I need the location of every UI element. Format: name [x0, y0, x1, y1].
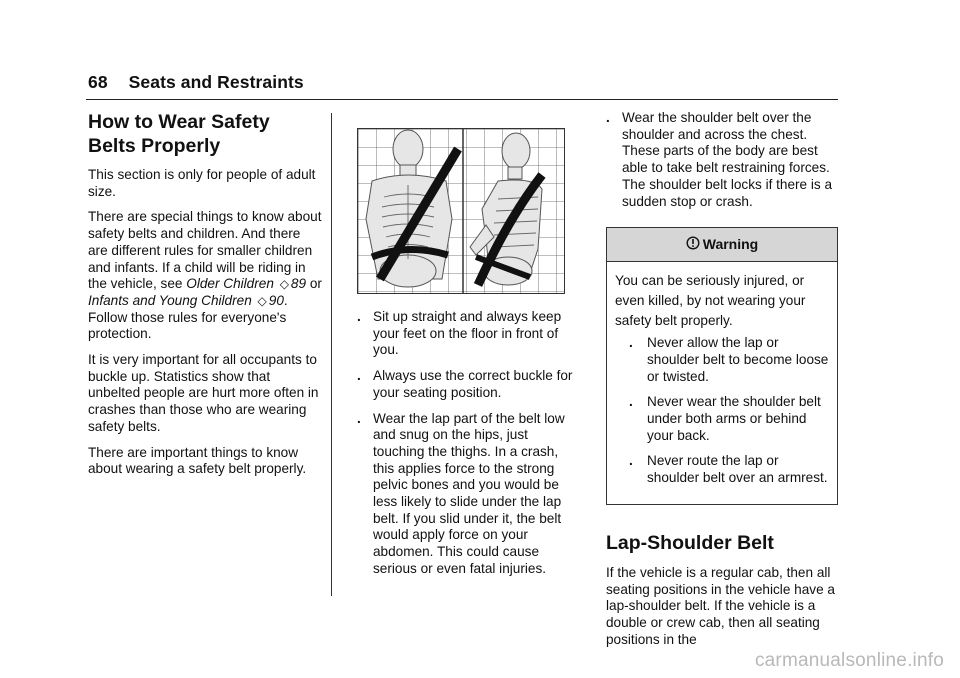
paragraph-adult-size: This section is only for people of adult size.: [88, 167, 316, 199]
column-middle: [357, 110, 579, 587]
paragraph-important-things: There are important things to know about wearing a safety belt properly.: [88, 444, 307, 477]
watermark: carmanualsonline.info: [754, 650, 944, 671]
warning-item: . Never allow the lap or shoulder belt to become loose or twisted.: [629, 335, 829, 384]
xref-icon: ◇: [257, 293, 267, 308]
bullet-mark: .: [629, 453, 633, 469]
paragraph-children: There are special things to know about safety belts and children. And there are different rules for smaller children and infants. If a child will be riding in the vehicle, see Older Children ◇ 89 or Infants and Young Children ◇ 90. Follow those rules for everyone's protection.: [88, 209, 322, 342]
bullet-mark: .: [606, 110, 610, 125]
link-older-children[interactable]: Older Children: [186, 276, 274, 292]
paragraph-buckle-up: It is very important for all occupants to buckle up. Statistics show that unbelted people are hurt more often in crashes than those who are wearing safety belts.: [88, 352, 319, 434]
page-ref-89[interactable]: 89: [290, 276, 307, 292]
bullet-mark: .: [357, 309, 361, 324]
warning-icon: [686, 229, 700, 262]
column-right: [606, 110, 838, 657]
section-title: Seats and Restraints: [128, 72, 304, 92]
warning-header: [607, 228, 837, 262]
bullet-sit-up: . Sit up straight and always keep your feet on the floor in front of you.: [357, 309, 562, 358]
paragraph-lap-shoulder: If the vehicle is a regular cab, then all seating positions in the vehicle have a lap-shoulder belt. If the vehicle is a double or crew cab, then all seating positions in the: [606, 564, 835, 647]
warning-body: [607, 262, 837, 504]
heading-safety-belts: How to Wear Safety Belts Properly: [88, 111, 270, 157]
page-ref-90[interactable]: 90: [268, 292, 284, 308]
warning-item: . Never wear the shoulder belt under both arms or behind your back.: [629, 394, 821, 443]
warning-box: [606, 227, 838, 505]
header-rule: [86, 99, 838, 100]
column-left: [88, 110, 322, 487]
bullet-mark: .: [629, 394, 633, 410]
heading-lap-shoulder-belt: Lap-Shoulder Belt: [606, 531, 774, 554]
bullet-shoulder-belt: . Wear the shoulder belt over the shoulder and across the chest. These parts of the body are best able to take belt restraining forces. The shoulder belt locks if there is a sudden stop or crash.: [606, 110, 833, 209]
warning-item: . Never route the lap or shoulder belt over an armrest.: [629, 453, 828, 486]
page-number: 68: [88, 72, 108, 92]
warning-intro: You can be seriously injured, or even killed, by not wearing your safety belt properly.: [615, 273, 806, 329]
link-infants-young-children[interactable]: Infants and Young Children: [88, 292, 252, 308]
bullet-lap-belt: . Wear the lap part of the belt low and snug on the hips, just touching the thighs. In a crash, this applies force to the strong pelvic bones and you would be less likely to slide under the lap belt. If you slid under it, the belt would apply force on your abdomen. This could cause serious or even fatal injuries.: [357, 410, 565, 576]
xref-icon: ◇: [279, 277, 289, 292]
bullet-correct-buckle: . Always use the correct buckle for your seating position.: [357, 368, 573, 400]
bullet-mark: .: [357, 410, 361, 426]
column-divider: [331, 113, 332, 596]
running-header: [88, 72, 304, 93]
bullet-mark: .: [629, 335, 633, 351]
belt-illustration: [357, 128, 565, 294]
bullet-mark: .: [357, 368, 361, 384]
warning-title: Warning: [702, 236, 759, 253]
